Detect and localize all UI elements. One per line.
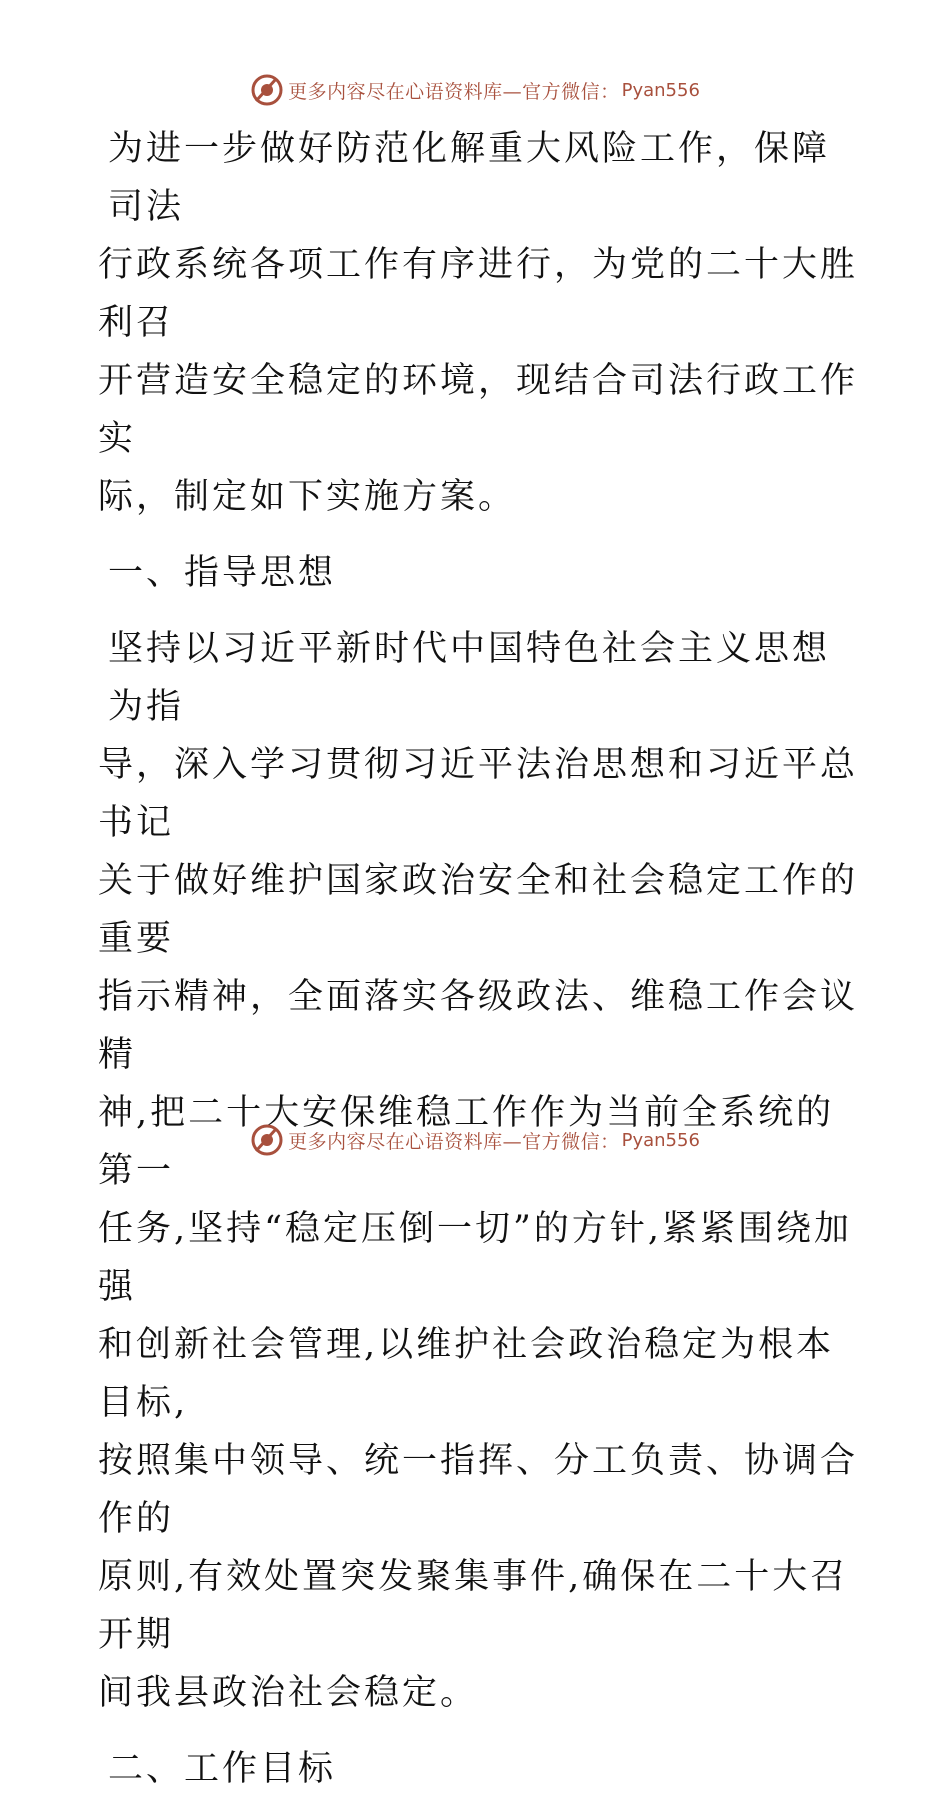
- document-body: [98, 120, 858, 1798]
- section1-line: 坚持以习近平新时代中国特色社会主义思想为指: [108, 629, 831, 727]
- watermark-banner-top: [0, 70, 950, 110]
- section1-line: 指示精神，全面落实各级政法、维稳工作会议精: [98, 977, 859, 1075]
- section1-line: 按照集中领导、统一指挥、分工负责、协调合作的: [98, 1441, 859, 1539]
- section1-line: 神,把二十大安保维稳工作作为当前全系统的第一: [98, 1093, 835, 1191]
- section-heading-work-goals: 二、工作目标: [108, 1749, 337, 1789]
- watermark-banner-bottom: [0, 1120, 950, 1160]
- watermark-wechat-id: Pyan556: [621, 79, 700, 101]
- intro-line: 开营造安全稳定的环境，现结合司法行政工作实: [98, 361, 859, 459]
- section1-line: 任务,坚持“稳定压倒一切”的方针,紧紧围绕加强: [98, 1209, 853, 1307]
- section1-line: 导，深入学习贯彻习近平法治思想和习近平总书记: [98, 745, 859, 843]
- intro-line: 行政系统各项工作有序进行，为党的二十大胜利召: [98, 245, 859, 343]
- section1-line: 关于做好维护国家政治安全和社会稳定工作的重要: [98, 861, 859, 959]
- watermark-wechat-id: Pyan556: [621, 1129, 700, 1151]
- section1-line: 原则,有效处置突发聚集事件,确保在二十大召开期: [98, 1557, 849, 1655]
- intro-line: 际，制定如下实施方案。: [98, 477, 517, 517]
- section1-line: 间我县政治社会稳定。: [98, 1673, 479, 1713]
- section1-line: 和创新社会管理,以维护社会政治稳定为根本目标,: [98, 1325, 835, 1423]
- intro-line: 为进一步做好防范化解重大风险工作，保障司法: [108, 129, 831, 227]
- section-heading-guiding-ideology: 一、指导思想: [108, 553, 337, 593]
- watermark-text: 更多内容尽在心语资料库—官方微信：: [288, 80, 620, 103]
- logo-icon: [250, 1123, 284, 1157]
- watermark-text: 更多内容尽在心语资料库—官方微信：: [288, 1130, 620, 1153]
- logo-icon: [250, 73, 284, 107]
